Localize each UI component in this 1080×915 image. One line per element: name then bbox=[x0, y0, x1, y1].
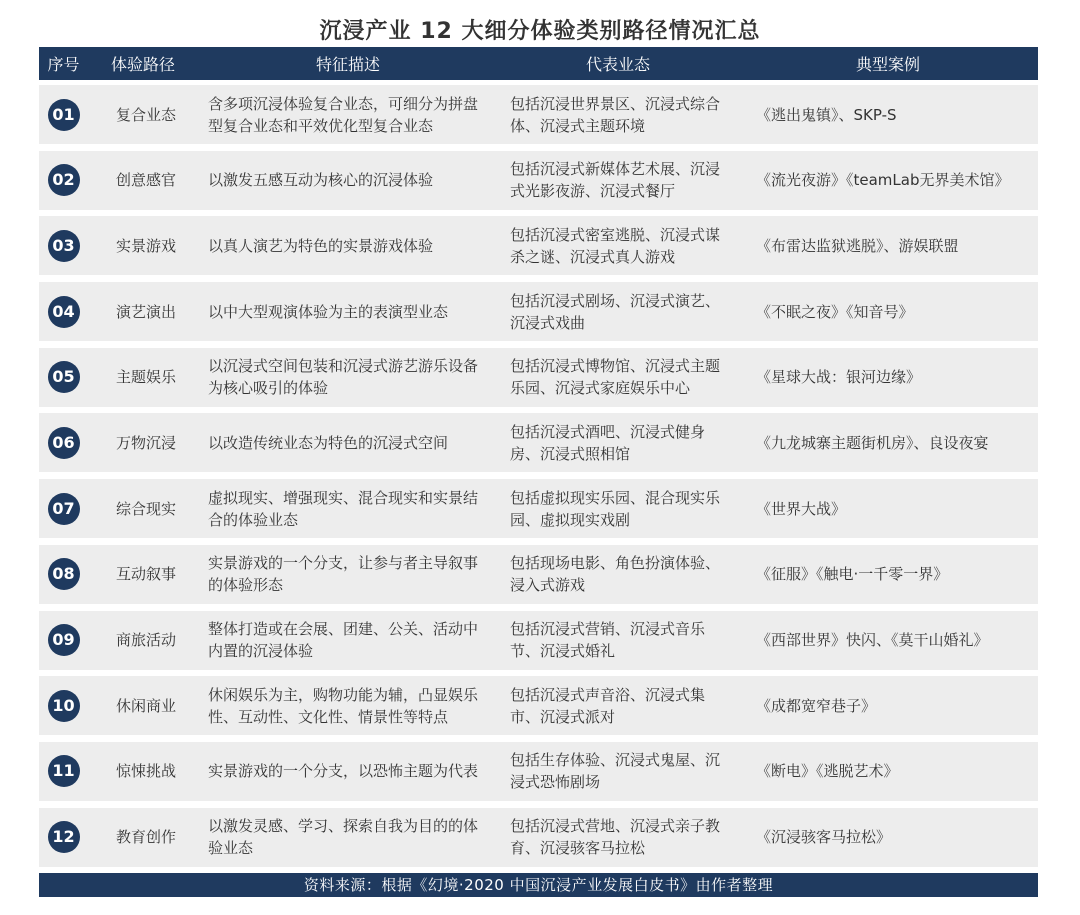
header-format: 代表业态 bbox=[585, 55, 650, 74]
row-number-badge: 08 bbox=[48, 558, 80, 590]
row-number-cell bbox=[39, 361, 88, 393]
row-number-badge: 04 bbox=[48, 296, 80, 328]
summary-table bbox=[39, 47, 1038, 873]
table-row bbox=[39, 742, 1038, 801]
row-feature: 整体打造或在会展、团建、公关、活动中内置的沉浸体验 bbox=[208, 620, 479, 660]
row-feature: 以改造传统业态为特色的沉浸式空间 bbox=[208, 433, 449, 452]
row-path: 互动叙事 bbox=[115, 565, 176, 584]
row-format: 包括沉浸式营销、沉浸式音乐节、沉浸式婚礼 bbox=[510, 620, 706, 660]
row-number-cell bbox=[39, 230, 88, 262]
header-number: 序号 bbox=[47, 55, 80, 74]
source-footer: 资料来源：根据《幻境·2020 中国沉浸产业发展白皮书》由作者整理 bbox=[39, 873, 1038, 897]
row-path: 万物沉浸 bbox=[115, 433, 176, 452]
row-number-cell bbox=[39, 99, 88, 131]
row-number-cell bbox=[39, 690, 88, 722]
table-row bbox=[39, 676, 1038, 735]
row-format: 包括沉浸式剧场、沉浸式演艺、沉浸式戏曲 bbox=[510, 291, 721, 332]
row-format: 包括沉浸式博物馆、沉浸式主题乐园、沉浸式家庭娱乐中心 bbox=[510, 357, 721, 398]
row-number-badge: 05 bbox=[48, 361, 80, 393]
row-cases: 《沉浸骇客马拉松》 bbox=[756, 828, 892, 847]
row-number-badge: 03 bbox=[48, 230, 80, 262]
row-number-cell bbox=[39, 427, 88, 459]
row-feature: 以真人演艺为特色的实景游戏体验 bbox=[208, 236, 434, 255]
table-row bbox=[39, 808, 1038, 867]
row-feature: 实景游戏的一个分支，让参与者主导叙事的体验形态 bbox=[208, 554, 479, 595]
row-cases: 《成都宽窄巷子》 bbox=[756, 696, 877, 715]
row-path: 休闲商业 bbox=[115, 696, 176, 715]
row-feature: 以激发五感互动为核心的沉浸体验 bbox=[208, 171, 434, 190]
row-format: 包括虚拟现实乐园、混合现实乐园、虚拟现实戏剧 bbox=[510, 488, 721, 529]
row-format: 包括现场电影、角色扮演体验、浸入式游戏 bbox=[510, 554, 721, 595]
row-feature: 休闲娱乐为主，购物功能为辅，凸显娱乐性、互动性、文化性、情景性等特点 bbox=[208, 685, 479, 726]
row-path: 主题娱乐 bbox=[115, 368, 176, 387]
header-path: 体验路径 bbox=[110, 55, 175, 74]
row-number-badge: 09 bbox=[48, 624, 80, 656]
row-feature: 含多项沉浸体验复合业态，可细分为拼盘型复合业态和平效优化型复合业态 bbox=[208, 94, 479, 135]
table-row bbox=[39, 151, 1038, 210]
row-path: 惊悚挑战 bbox=[115, 762, 176, 781]
row-feature: 实景游戏的一个分支，以恐怖主题为代表 bbox=[208, 762, 479, 781]
row-format: 包括生存体验、沉浸式鬼屋、沉浸式恐怖剧场 bbox=[510, 751, 721, 792]
row-cases: 《征服》《触电·一千零一界》 bbox=[756, 565, 949, 584]
header-feature: 特征描述 bbox=[315, 55, 380, 74]
row-number-cell bbox=[39, 821, 88, 853]
row-format: 包括沉浸式酒吧、沉浸式健身房、沉浸式照相馆 bbox=[510, 422, 706, 463]
table-row bbox=[39, 282, 1038, 341]
row-feature: 以激发灵感、学习、探索自我为目的的体验业态 bbox=[208, 817, 479, 858]
row-path: 创意感官 bbox=[115, 171, 176, 190]
row-format: 包括沉浸世界景区、沉浸式综合体、沉浸式主题环境 bbox=[510, 94, 721, 135]
row-path: 教育创作 bbox=[115, 828, 176, 847]
table-body bbox=[39, 85, 1038, 867]
row-format: 包括沉浸式密室逃脱、沉浸式谋杀之谜、沉浸式真人游戏 bbox=[510, 225, 721, 266]
row-cases: 《逃出鬼镇》、SKP-S bbox=[756, 105, 897, 124]
row-feature: 虚拟现实、增强现实、混合现实和实景结合的体验业态 bbox=[208, 488, 479, 529]
row-number-badge: 06 bbox=[48, 427, 80, 459]
table-row bbox=[39, 479, 1038, 538]
row-number-badge: 11 bbox=[48, 755, 80, 787]
row-number-cell bbox=[39, 624, 88, 656]
table-header bbox=[39, 47, 1038, 80]
row-number-badge: 12 bbox=[48, 821, 80, 853]
row-cases: 《九龙城寨主题街机房》、良设夜宴 bbox=[756, 433, 989, 452]
row-number-badge: 07 bbox=[48, 493, 80, 525]
row-cases: 《西部世界》快闪、《莫干山婚礼》 bbox=[756, 631, 989, 649]
row-path: 综合现实 bbox=[115, 499, 176, 518]
header-cases: 典型案例 bbox=[855, 55, 920, 74]
row-cases: 《布雷达监狱逃脱》、游娱联盟 bbox=[756, 236, 959, 255]
table-row bbox=[39, 348, 1038, 407]
table-row bbox=[39, 216, 1038, 275]
row-number-cell bbox=[39, 296, 88, 328]
table-row bbox=[39, 545, 1038, 604]
row-number-cell bbox=[39, 755, 88, 787]
row-number-badge: 10 bbox=[48, 690, 80, 722]
row-number-cell bbox=[39, 493, 88, 525]
row-feature: 以中大型观演体验为主的表演型业态 bbox=[208, 302, 449, 321]
row-cases: 《星球大战：银河边缘》 bbox=[756, 368, 922, 387]
row-path: 演艺演出 bbox=[115, 302, 176, 321]
row-number-badge: 02 bbox=[48, 164, 80, 196]
row-feature: 以沉浸式空间包装和沉浸式游艺游乐设备为核心吸引的体验 bbox=[208, 357, 479, 398]
table-title: 沉浸产业 12 大细分体验类别路径情况汇总 bbox=[319, 19, 761, 44]
table-row bbox=[39, 611, 1038, 670]
row-number-badge: 01 bbox=[48, 99, 80, 131]
table-row bbox=[39, 413, 1038, 472]
row-cases: 《不眠之夜》《知音号》 bbox=[756, 302, 914, 321]
row-cases: 《流光夜游》《teamLab无界美术馆》 bbox=[756, 171, 1010, 190]
row-path: 复合业态 bbox=[115, 105, 176, 124]
table-row bbox=[39, 85, 1038, 144]
row-number-cell bbox=[39, 558, 88, 590]
row-cases: 《世界大战》 bbox=[756, 499, 847, 518]
row-format: 包括沉浸式新媒体艺术展、沉浸式光影夜游、沉浸式餐厅 bbox=[510, 160, 721, 201]
row-format: 包括沉浸式声音浴、沉浸式集市、沉浸式派对 bbox=[510, 685, 706, 726]
row-cases: 《断电》《逃脱艺术》 bbox=[756, 762, 899, 781]
row-number-cell bbox=[39, 164, 88, 196]
row-format: 包括沉浸式营地、沉浸式亲子教育、沉浸骇客马拉松 bbox=[510, 817, 721, 858]
row-path: 实景游戏 bbox=[115, 236, 176, 255]
row-path: 商旅活动 bbox=[115, 631, 176, 649]
